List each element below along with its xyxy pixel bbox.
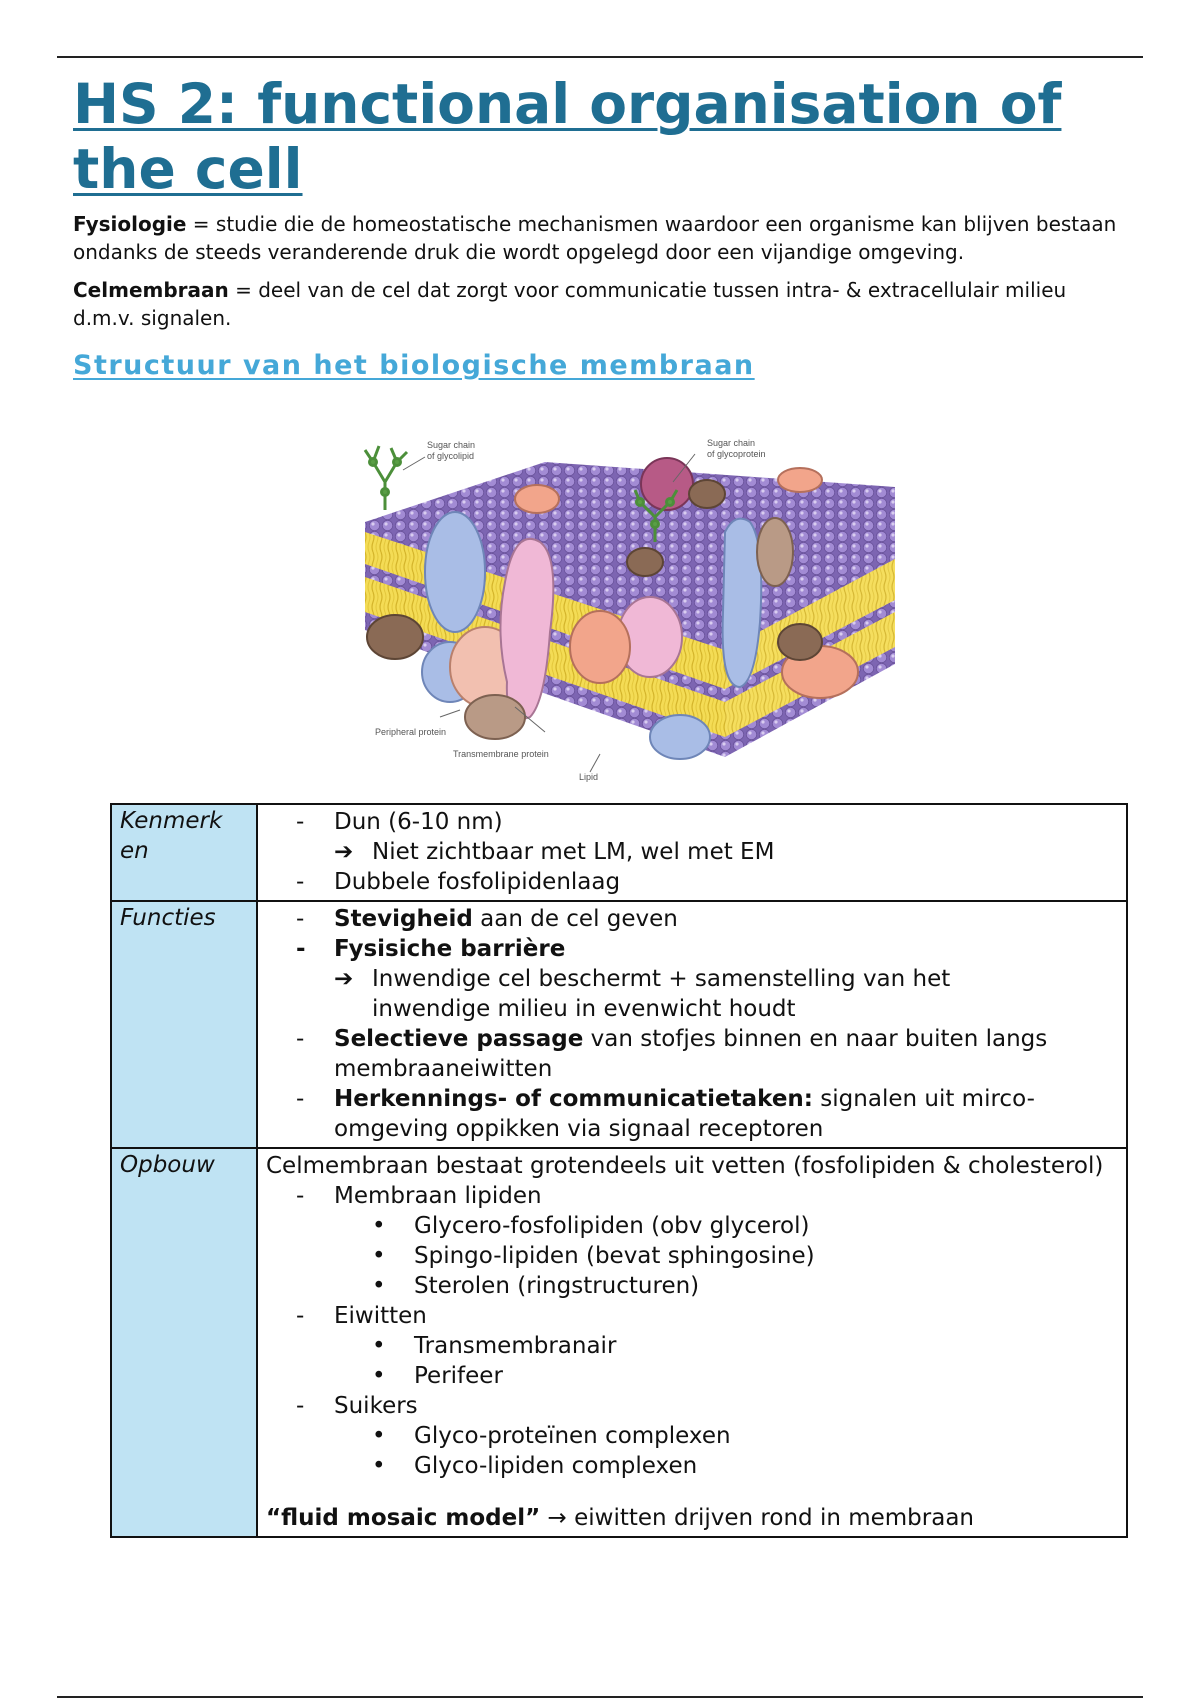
- list-item: [296, 867, 1116, 897]
- row-value-functies: [257, 901, 1127, 1148]
- indent-spacer: [296, 1054, 334, 1084]
- row-key-functies: Functies: [111, 901, 257, 1148]
- dash-marker: -: [296, 906, 305, 932]
- opbouw-intro: Celmembraan bestaat grotendeels uit vetten (fosfolipiden & cholesterol): [266, 1153, 1104, 1179]
- protein-brown-right: [757, 518, 793, 586]
- bullet-icon: •: [372, 1273, 386, 1299]
- protein-peripheral-salmon-mid: [570, 611, 630, 683]
- item-continuation: membraaneiwitten: [334, 1056, 553, 1082]
- definition-fysiologie: [73, 210, 1133, 266]
- bullet-icon: •: [372, 1423, 386, 1449]
- item-bold: Fysisiche barrière: [334, 936, 566, 962]
- bullet-text: Glyco-proteïnen complexen: [414, 1423, 731, 1449]
- page-title: HS 2: functional organisation of the cell: [73, 72, 1062, 201]
- protein-top-brown: [689, 480, 725, 508]
- item-continuation-row: [296, 1114, 1116, 1144]
- bullet-icon: •: [372, 1243, 386, 1269]
- label-transmembrane-protein: Transmembrane protein: [453, 749, 549, 759]
- page-content: [73, 72, 1133, 384]
- list-item: [296, 1391, 1116, 1421]
- protein-peripheral-brown-left: [367, 615, 423, 659]
- label-sugar-glycolipid-1: Sugar chain: [427, 440, 476, 450]
- protein-transmembrane-left: [425, 512, 485, 632]
- item-continuation: omgeving oppikken via signaal receptoren: [334, 1116, 824, 1142]
- table-row-kenmerken: [111, 804, 1127, 901]
- bullet-text: Glyco-lipiden complexen: [414, 1453, 698, 1479]
- label-lipid: Lipid: [579, 772, 599, 782]
- top-rule: [57, 56, 1143, 58]
- bullet-icon: •: [372, 1213, 386, 1239]
- model-rest: → eiwitten drijven rond in membraan: [540, 1505, 974, 1531]
- protein-top-salmon-left: [515, 485, 559, 513]
- item-bold: Stevigheid: [334, 906, 473, 932]
- sugar-chain-glycolipid: [365, 446, 407, 510]
- bullet-icon: •: [372, 1363, 386, 1389]
- protein-top-brown-center: [627, 548, 663, 576]
- bullet-icon: •: [372, 1453, 386, 1479]
- item-text: [334, 904, 678, 934]
- arrow-icon: ➔: [334, 839, 354, 865]
- item-text: [334, 1084, 1035, 1114]
- membrane-figure: [355, 432, 915, 787]
- dash-marker: -: [296, 936, 306, 962]
- bullet-text: Spingo-lipiden (bevat sphingosine): [414, 1243, 815, 1269]
- item-continuation: inwendige milieu in evenwicht houdt: [372, 996, 796, 1022]
- definition-fysiologie-text: = studie die de homeostatische mechanismen waardoor een organisme kan blijven bestaan ondanks de steeds veranderende druk die wordt opgelegd door een vijandige omgeving.: [73, 212, 1117, 264]
- definition-celmembraan: [73, 276, 1133, 332]
- item-text: Eiwitten: [334, 1303, 427, 1329]
- protein-brown-right-bottom: [778, 624, 822, 660]
- item-text: Membraan lipiden: [334, 1183, 542, 1209]
- list-item: [296, 1181, 1116, 1211]
- list-item: [296, 1024, 1116, 1054]
- bullet-item: [296, 1211, 1116, 1241]
- list-item: [296, 1084, 1116, 1114]
- label-sugar-glycoprotein-2: of glycoprotein: [707, 449, 766, 459]
- bullet-item: [296, 1331, 1116, 1361]
- row-key-opbouw: Opbouw: [111, 1148, 257, 1537]
- dash-marker: -: [296, 869, 305, 895]
- membrane-table: [110, 803, 1128, 1538]
- dash-marker: -: [296, 1393, 305, 1419]
- item-text: [334, 1024, 1047, 1054]
- item-text: Niet zichtbaar met LM, wel met EM: [372, 839, 775, 865]
- list-subitem: [296, 837, 1116, 867]
- bullet-text: Perifeer: [414, 1363, 503, 1389]
- item-bold: Herkennings- of communicatietaken:: [334, 1086, 813, 1112]
- fluid-mosaic-model: [266, 1503, 1116, 1533]
- item-text: Inwendige cel beschermt + samenstelling van het: [372, 966, 951, 992]
- bullet-item: [296, 1361, 1116, 1391]
- label-sugar-glycoprotein-1: Sugar chain: [707, 438, 756, 448]
- protein-top-salmon-right: [778, 468, 822, 492]
- bullet-icon: •: [372, 1333, 386, 1359]
- model-bold: “fluid mosaic model”: [266, 1505, 541, 1531]
- list-item: [296, 1301, 1116, 1331]
- item-rest: signalen uit mirco-: [813, 1086, 1035, 1112]
- definition-celmembraan-text: = deel van de cel dat zorgt voor communicatie tussen intra- & extracellulair milieu d.m.v. signalen.: [73, 278, 1067, 330]
- list-item: [296, 934, 1116, 964]
- row-value-opbouw: [257, 1148, 1127, 1537]
- bullet-text: Sterolen (ringstructuren): [414, 1273, 700, 1299]
- dash-marker: -: [296, 809, 305, 835]
- list-subitem: [296, 964, 1116, 994]
- dash-marker: -: [296, 1183, 305, 1209]
- protein-brown-bottom: [465, 695, 525, 739]
- protein-peripheral-blue-bottom-right: [650, 715, 710, 759]
- arrow-icon: ➔: [334, 966, 354, 992]
- item-continuation-row: [296, 1054, 1116, 1084]
- dash-marker: -: [296, 1026, 305, 1052]
- row-key-kenmerken: Kenmerk en: [111, 804, 257, 901]
- bullet-text: Glycero-fosfolipiden (obv glycerol): [414, 1213, 810, 1239]
- indent-spacer: [296, 1114, 334, 1144]
- row-value-kenmerken: [257, 804, 1127, 901]
- section-heading: Structuur van het biologische membraan: [73, 350, 755, 381]
- bullet-item: [296, 1451, 1116, 1481]
- term-celmembraan: Celmembraan: [73, 278, 229, 302]
- bullet-text: Transmembranair: [414, 1333, 617, 1359]
- dash-marker: -: [296, 1303, 305, 1329]
- list-item: [296, 904, 1116, 934]
- table-row-opbouw: [111, 1148, 1127, 1537]
- list-item: [296, 807, 1116, 837]
- label-peripheral-protein: Peripheral protein: [375, 727, 447, 737]
- bullet-item: [296, 1421, 1116, 1451]
- bullet-item: [296, 1241, 1116, 1271]
- item-text: Suikers: [334, 1393, 418, 1419]
- item-text: Dubbele fosfolipidenlaag: [334, 869, 621, 895]
- bullet-item: [296, 1271, 1116, 1301]
- item-rest: aan de cel geven: [472, 906, 678, 932]
- item-text: Dun (6-10 nm): [334, 809, 503, 835]
- dash-marker: -: [296, 1086, 305, 1112]
- table-row-functies: [111, 901, 1127, 1148]
- item-rest: van stofjes binnen en naar buiten langs: [583, 1026, 1048, 1052]
- term-fysiologie: Fysiologie: [73, 212, 187, 236]
- label-sugar-glycolipid-2: of glycolipid: [427, 451, 475, 461]
- item-bold: Selectieve passage: [334, 1026, 584, 1052]
- bottom-rule: [57, 1696, 1143, 1698]
